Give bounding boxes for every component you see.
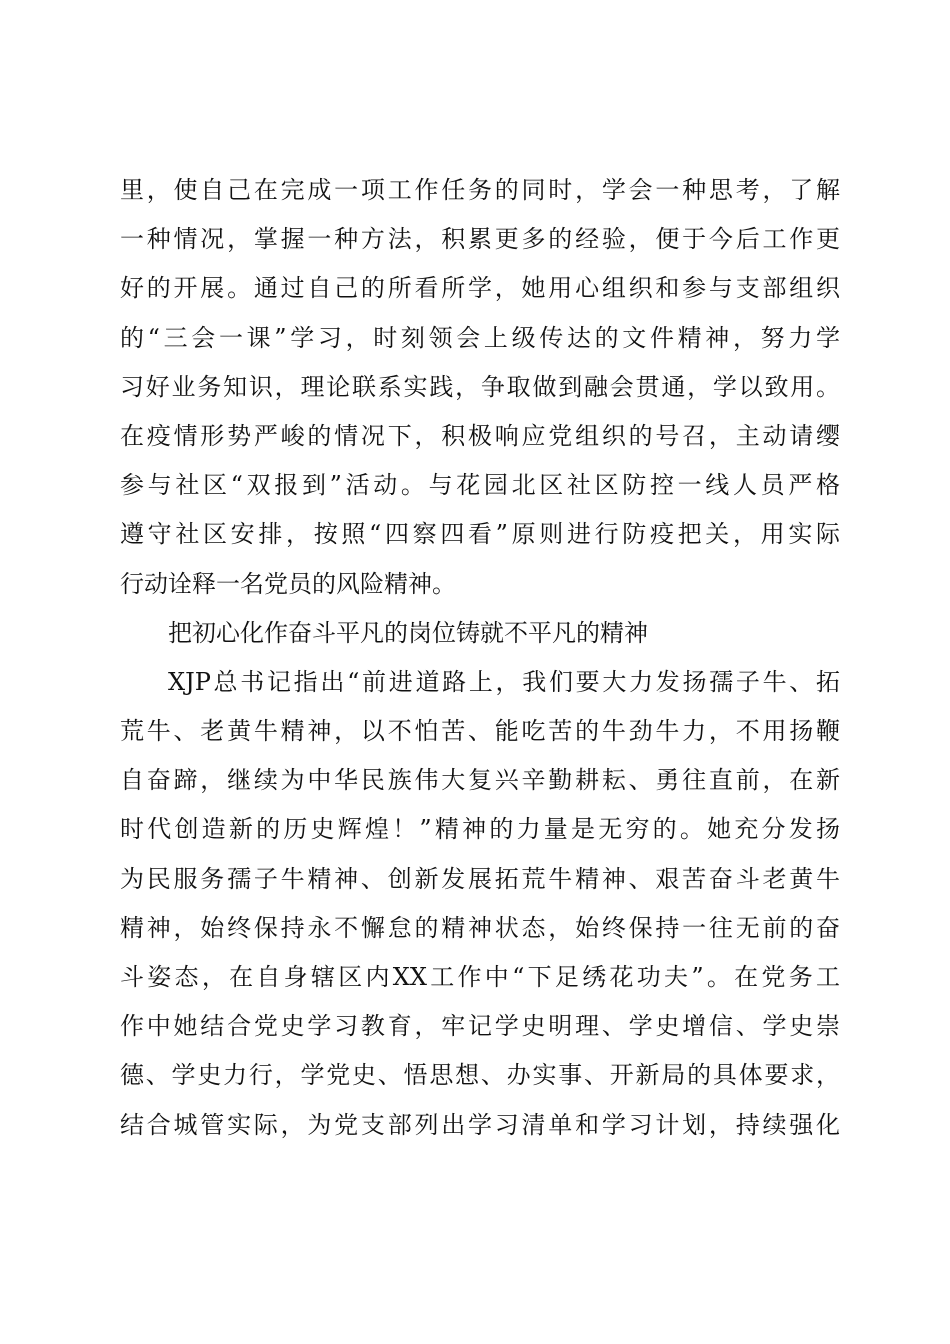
paragraph-2-line: XJP总书记指出“前进道路上，我们要大力发扬孺子牛、拓 [168, 667, 840, 696]
paragraph-2 [120, 658, 840, 1150]
paragraph-2-line: 德、学史力行，学党史、悟思想、办实事、开新局的具体要求， [120, 1061, 840, 1090]
section-heading: 把初心化作奋斗平凡的岗位铸就不平凡的精神 [168, 618, 648, 647]
paragraph-2-line: 为民服务孺子牛精神、创新发展拓荒牛精神、艰苦奋斗老黄牛 [120, 864, 840, 893]
paragraph-1-line: 的“三会一课”学习，时刻领会上级传达的文件精神，努力学 [120, 323, 840, 352]
paragraph-2-line: 作中她结合党史学习教育，牢记学史明理、学史增信、学史崇 [120, 1012, 840, 1041]
document-body [120, 166, 840, 1150]
paragraph-1-line: 习好业务知识，理论联系实践，争取做到融会贯通，学以致用。 [120, 372, 840, 401]
paragraph-1-line: 行动诠释一名党员的风险精神。 [120, 569, 456, 598]
paragraph-1-line: 参与社区“双报到”活动。与花园北区社区防控一线人员严格 [120, 471, 840, 500]
paragraph-2-line: 自奋蹄，继续为中华民族伟大复兴辛勤耕耘、勇往直前，在新 [120, 766, 840, 795]
paragraph-2-line: 斗姿态，在自身辖区内XX工作中“下足绣花功夫”。在党务工 [120, 963, 840, 991]
paragraph-2-line: 荒牛、老黄牛精神，以不怕苦、能吃苦的牛劲牛力，不用扬鞭 [120, 717, 840, 746]
paragraph-1-line: 里，使自己在完成一项工作任务的同时，学会一种思考，了解 [120, 176, 840, 204]
paragraph-1-line: 好的开展。通过自己的所看所学，她用心组织和参与支部组织 [120, 274, 840, 303]
paragraph-1 [120, 166, 840, 609]
paragraph-1-line: 在疫情形势严峻的情况下，积极响应党组织的号召，主动请缨 [120, 421, 840, 450]
paragraph-2-line: 结合城管实际，为党支部列出学习清单和学习计划，持续强化 [120, 1110, 840, 1139]
paragraph-1-line: 一种情况，掌握一种方法，积累更多的经验，便于今后工作更 [120, 225, 840, 254]
paragraph-1-line: 遵守社区安排，按照“四察四看”原则进行防疫把关，用实际 [120, 520, 840, 549]
paragraph-2-line: 精神，始终保持永不懈怠的精神状态，始终保持一往无前的奋 [120, 913, 840, 942]
paragraph-2-line: 时代创造新的历史辉煌！”精神的力量是无穷的。她充分发扬 [120, 815, 840, 844]
